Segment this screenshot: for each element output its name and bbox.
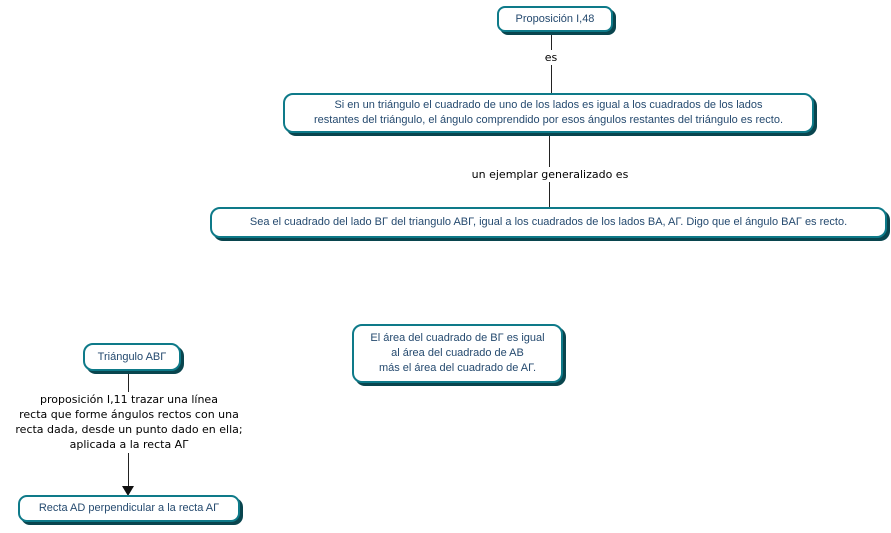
node-triangle-label: Triángulo ABΓ bbox=[97, 350, 167, 363]
node-proposition-label: Proposición I,48 bbox=[515, 12, 595, 25]
node-recta-label: Recta AD perpendicular a la recta AΓ bbox=[38, 502, 220, 514]
node-recta[interactable] bbox=[18, 495, 240, 522]
node-example[interactable] bbox=[210, 207, 887, 238]
link-label-ejemplar[interactable]: un ejemplar generalizado es bbox=[457, 167, 643, 182]
node-example-label: Sea el cuadrado del lado BΓ del triangulo ABΓ, igual a los cuadrados de los lados BA, AΓ. Digo que el ángulo BAΓ es recto. bbox=[249, 216, 848, 228]
node-area-line: al área del cuadrado de AB bbox=[391, 347, 524, 359]
node-area-line: El área del cuadrado de BΓ es igual bbox=[370, 332, 545, 344]
link-label-line: proposición I,11 trazar una línea bbox=[40, 393, 218, 406]
node-proposition[interactable] bbox=[497, 6, 613, 32]
link-label-line: aplicada a la recta AΓ bbox=[69, 438, 189, 451]
node-area[interactable] bbox=[352, 324, 563, 383]
link-label-line: recta que forme ángulos rectos con una bbox=[19, 408, 239, 421]
link-label-line: recta dada, desde un punto dado en ella; bbox=[15, 423, 243, 436]
node-area-line: más el área del cuadrado de AΓ. bbox=[378, 362, 537, 374]
node-triangle[interactable] bbox=[83, 343, 181, 371]
node-statement[interactable] bbox=[283, 93, 814, 133]
link-label-es[interactable]: es bbox=[536, 50, 566, 65]
node-statement-line: Si en un triángulo el cuadrado de uno de los lados es igual a los cuadrados de los lados bbox=[334, 99, 763, 111]
link-label-proposicion11[interactable] bbox=[3, 392, 255, 452]
connector-line-proposicion11-lower bbox=[128, 453, 129, 487]
node-statement-line: restantes del triángulo, el ángulo comprendido por esos ángulos restantes del triángulo es recto. bbox=[313, 114, 783, 126]
